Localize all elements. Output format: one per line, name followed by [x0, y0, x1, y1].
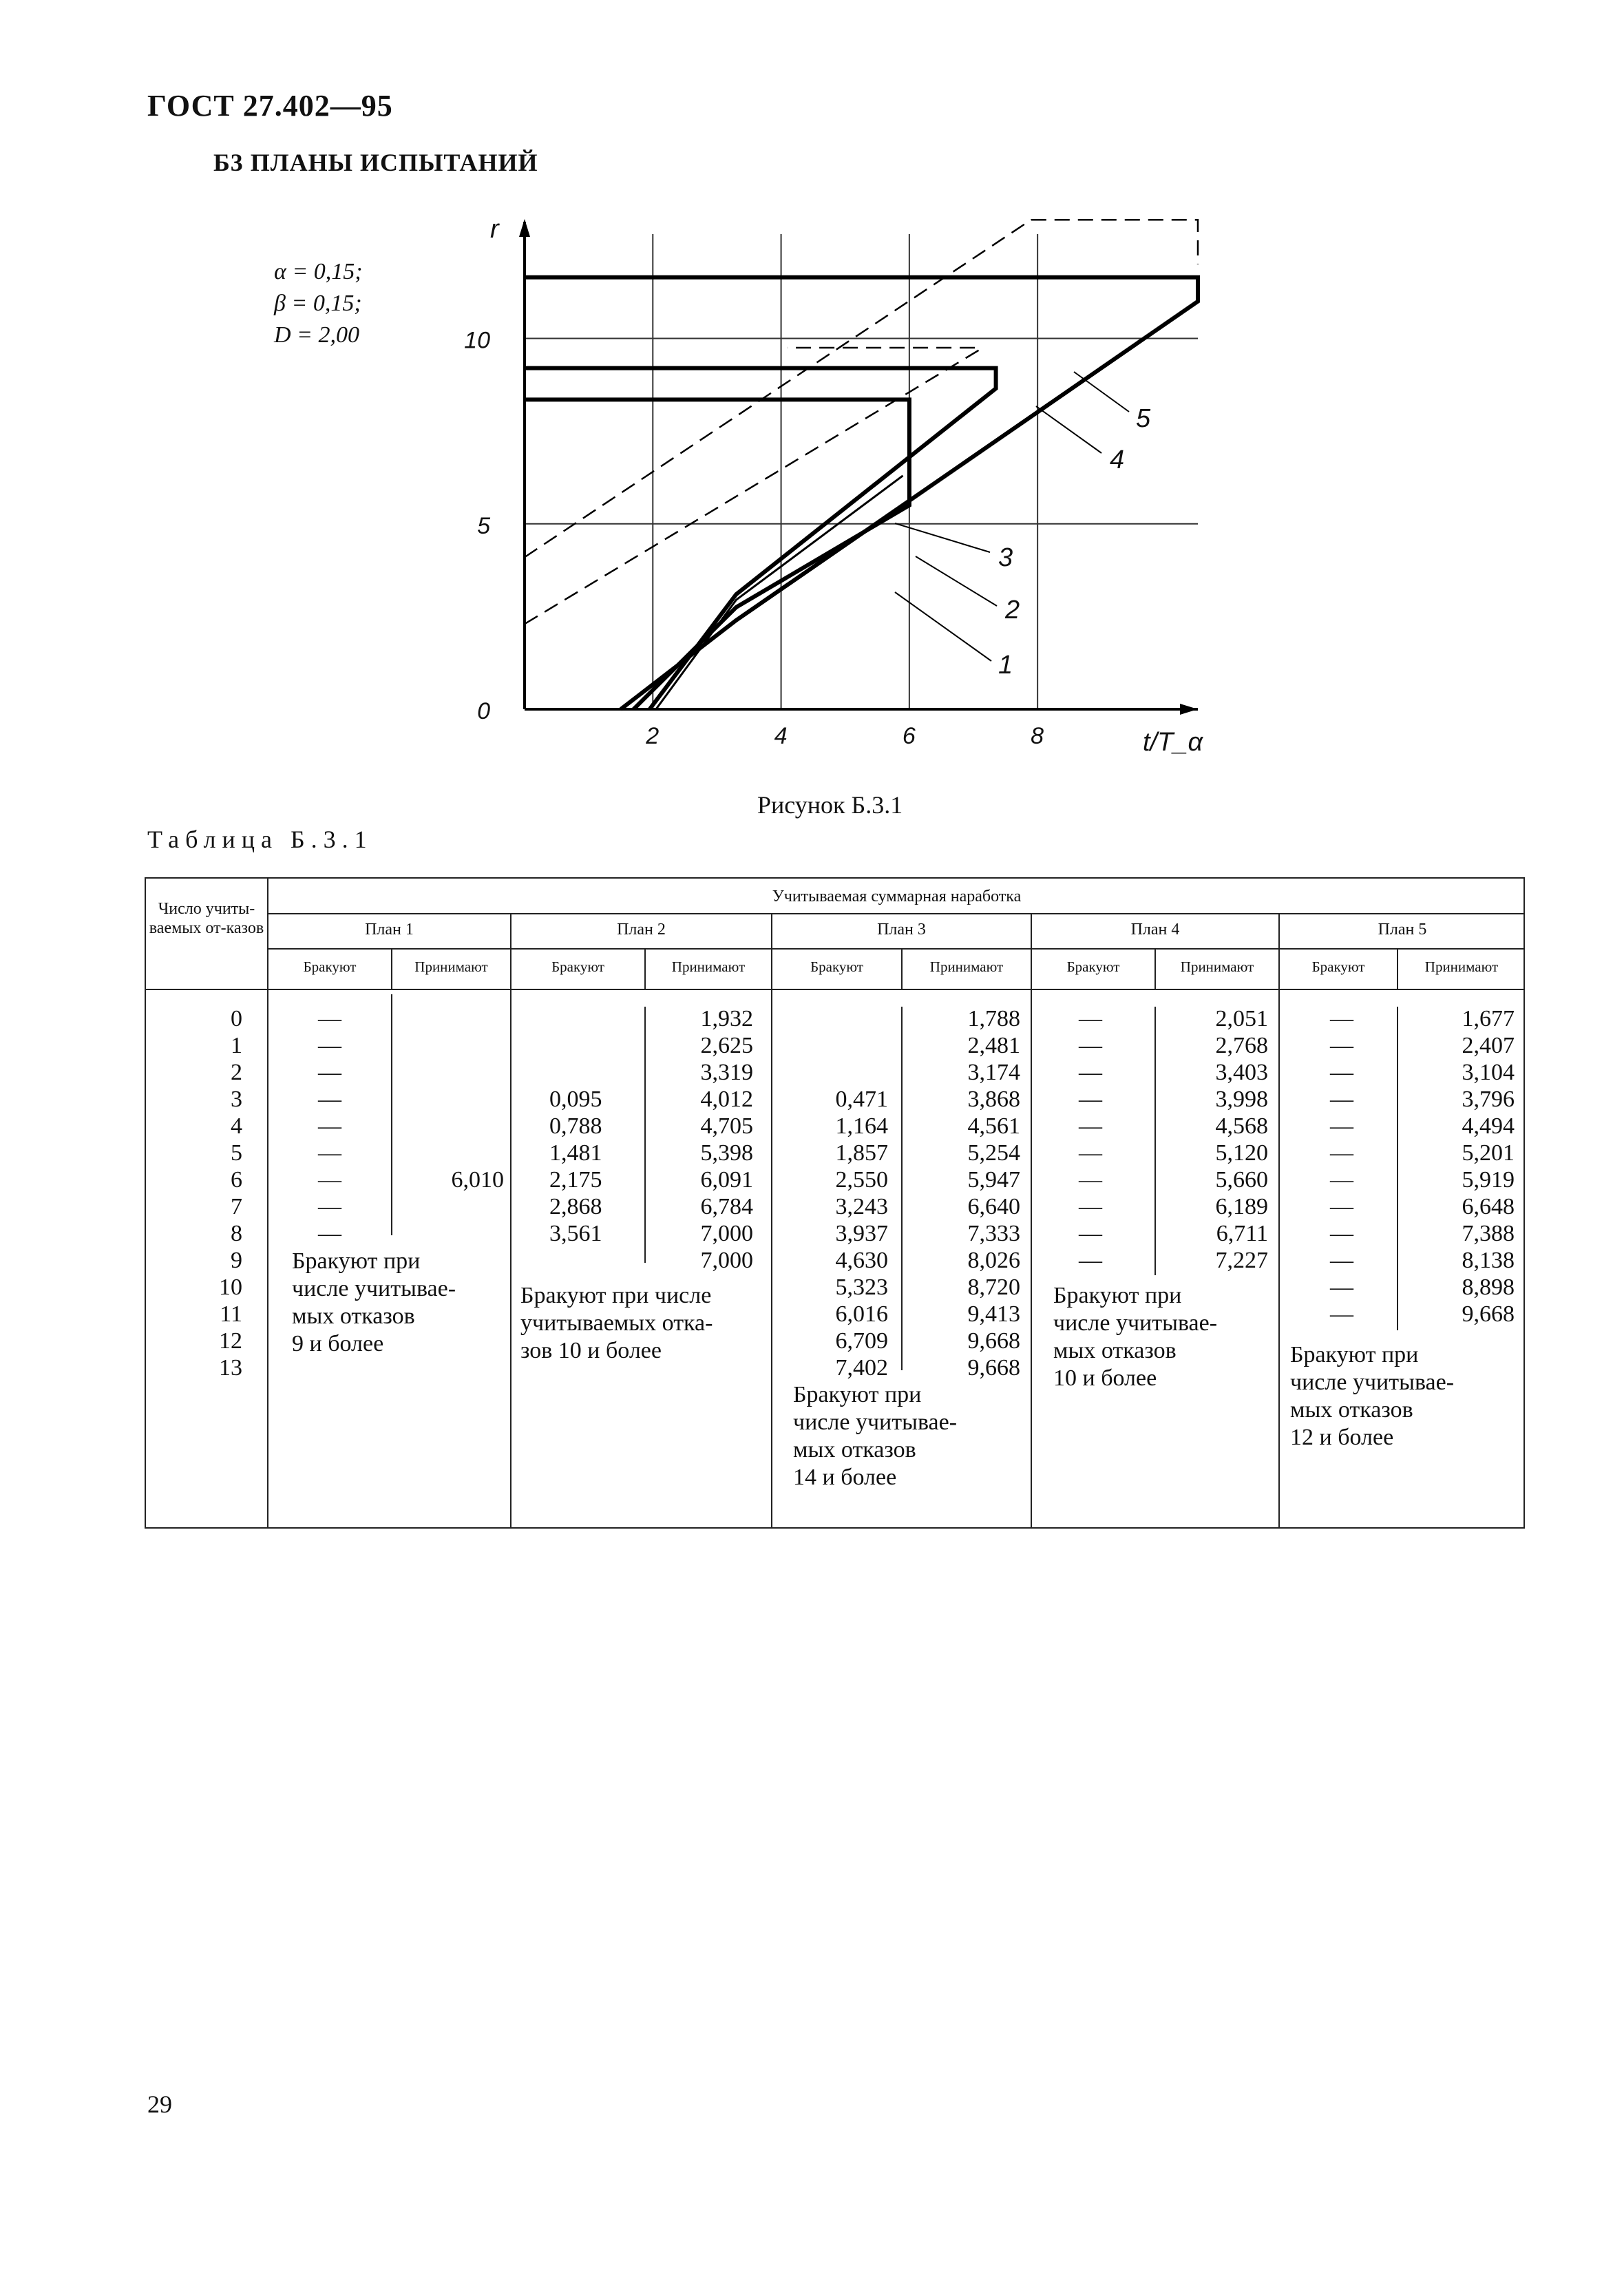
plan1-reject-cell: —	[318, 1087, 341, 1112]
series-line-3	[525, 368, 996, 709]
figure-caption: Рисунок Б.3.1	[757, 791, 903, 819]
plan5-reject-cell: —	[1330, 1167, 1353, 1193]
plan4-reject-header: Бракуют	[1066, 958, 1120, 975]
failures-cell: 3	[231, 1087, 242, 1112]
plan4-accept-cell: 3,403	[1215, 1060, 1268, 1085]
plan5-note: Бракуют при числе учитывае- мых отказов 12 и более	[1290, 1342, 1455, 1450]
plan5-accept-cell: 4,494	[1462, 1113, 1515, 1139]
plan1-reject-cell: —	[318, 1194, 341, 1219]
plan4-reject-cell: —	[1079, 1033, 1102, 1058]
y-tick-label: 10	[464, 327, 490, 354]
plan5-reject-cell: —	[1330, 1113, 1353, 1139]
plan2-accept-cell: 4,012	[700, 1087, 753, 1112]
chart	[0, 0, 1624, 785]
plan3-accept-column	[910, 1005, 1020, 1381]
plan4-accept-cell: 3,998	[1215, 1087, 1268, 1112]
plan5-header: План 5	[1378, 921, 1427, 939]
plan3-accept-cell: 5,947	[967, 1167, 1020, 1193]
param-alpha: α = 0,15;	[274, 259, 363, 284]
plan4-accept-cell: 6,189	[1215, 1194, 1268, 1219]
plan2-reject-cell: 0,095	[549, 1087, 602, 1112]
plan1-reject-cell: —	[318, 1221, 341, 1246]
plan1-header: План 1	[365, 921, 414, 939]
plan3-reject-cell: 0,471	[835, 1087, 888, 1112]
plan2-accept-cell: 2,625	[700, 1033, 753, 1058]
plan2-reject-header: Бракуют	[551, 958, 604, 975]
plan2-reject-cell: 3,561	[549, 1221, 602, 1246]
plan5-accept-column	[1406, 1005, 1515, 1328]
failures-cell: 12	[219, 1328, 242, 1354]
plan4-accept-cell: 2,768	[1215, 1033, 1268, 1058]
plan4-reject-cell: —	[1079, 1060, 1102, 1085]
plan4-reject-cell: —	[1079, 1113, 1102, 1139]
failures-cell: 13	[219, 1355, 242, 1381]
plan2-reject-cell: 2,868	[549, 1194, 602, 1219]
y-tick-label: 0	[477, 698, 490, 724]
plan5-accept-cell: 8,138	[1462, 1248, 1515, 1273]
plan2-accept-cell: 7,000	[700, 1221, 753, 1246]
plan4-reject-cell: —	[1079, 1248, 1102, 1273]
plan4-accept-column	[1165, 1005, 1268, 1274]
plan3-reject-cell: 5,323	[835, 1275, 888, 1300]
document-title: ГОСТ 27.402—95	[147, 89, 393, 123]
plan3-accept-cell: 4,561	[967, 1113, 1020, 1139]
x-tick-label: 4	[774, 723, 788, 749]
plan4-reject-cell: —	[1079, 1006, 1102, 1031]
y-axis-arrow	[519, 219, 530, 237]
failures-column	[146, 1005, 242, 1381]
failures-cell: 8	[231, 1221, 242, 1246]
curve-label: 1	[998, 651, 1013, 680]
plan5-reject-cell: —	[1330, 1033, 1353, 1058]
plan5-reject-cell: —	[1330, 1006, 1353, 1031]
plan1-reject-cell: —	[318, 1167, 341, 1193]
failures-cell: 4	[231, 1113, 242, 1139]
plan4-reject-cell: —	[1079, 1140, 1102, 1166]
plan5-accept-cell: 5,919	[1462, 1167, 1515, 1193]
plan5-accept-cell: 6,648	[1462, 1194, 1515, 1219]
plan2-reject-cell: 2,175	[549, 1167, 602, 1193]
plan3-accept-cell: 6,640	[967, 1194, 1020, 1219]
plan5-accept-cell: 1,677	[1462, 1006, 1515, 1031]
plan5-reject-column	[1330, 1005, 1353, 1328]
plan2-note: Бракуют при числе учитываемых отка- зов 10 и более	[520, 1283, 713, 1363]
plan4-accept-cell: 2,051	[1215, 1006, 1268, 1031]
plan4-accept-cell: 7,227	[1215, 1248, 1268, 1273]
plan4-accept-cell: 5,120	[1215, 1140, 1268, 1166]
col-failures-header: Число учиты-ваемых от-казов	[149, 900, 264, 937]
plan3-reject-cell: 7,402	[835, 1355, 888, 1381]
plan4-accept-cell: 4,568	[1215, 1113, 1268, 1139]
plan3-accept-cell: 3,868	[967, 1087, 1020, 1112]
plan3-accept-cell: 3,174	[967, 1060, 1020, 1085]
plan3-accept-cell: 1,788	[967, 1006, 1020, 1031]
section-title: Б3 ПЛАНЫ ИСПЫТАНИЙ	[213, 149, 538, 176]
plan1-accept-column	[421, 1166, 504, 1193]
plan4-reject-cell: —	[1079, 1087, 1102, 1112]
x-axis-label: t/T_α	[1143, 728, 1203, 757]
plan4-reject-cell: —	[1079, 1167, 1102, 1193]
failures-cell: 2	[231, 1060, 242, 1085]
failures-cell: 6	[231, 1167, 242, 1193]
plan5-accept-cell: 7,388	[1462, 1221, 1515, 1246]
curve-leader-line	[1036, 406, 1101, 453]
plan5-reject-cell: —	[1330, 1248, 1353, 1273]
table-label: Таблица Б.3.1	[147, 826, 373, 853]
plan1-reject-cell: —	[318, 1140, 341, 1166]
plan5-accept-cell: 3,104	[1462, 1060, 1515, 1085]
plan1-reject-column	[318, 1005, 341, 1247]
plan2-header: План 2	[617, 921, 666, 939]
plan1-accept-header: Принимают	[414, 958, 488, 975]
plan3-accept-header: Принимают	[929, 958, 1004, 975]
plan4-reject-cell: —	[1079, 1221, 1102, 1246]
plan4-reject-column	[1079, 1005, 1102, 1274]
plan5-reject-cell: —	[1330, 1194, 1353, 1219]
failures-cell: 0	[231, 1006, 242, 1031]
plan1-reject-cell: —	[318, 1033, 341, 1058]
plan1-reject-cell: —	[318, 1006, 341, 1031]
plan2-accept-cell: 6,784	[700, 1194, 753, 1219]
y-tick-label: 5	[477, 512, 490, 539]
failures-cell: 5	[231, 1140, 242, 1166]
plan3-reject-cell: 2,550	[835, 1167, 888, 1193]
plan2-accept-column	[655, 1005, 753, 1274]
plan5-reject-cell: —	[1330, 1060, 1353, 1085]
curve-leader-line	[1074, 372, 1129, 412]
x-tick-label: 2	[646, 723, 660, 749]
failures-cell: 11	[220, 1301, 242, 1327]
plan3-accept-cell: 5,254	[967, 1140, 1020, 1166]
x-tick-label: 6	[902, 723, 916, 749]
curve-label: 2	[1005, 596, 1020, 625]
plan5-reject-cell: —	[1330, 1140, 1353, 1166]
plan2-accept-cell: 1,932	[700, 1006, 753, 1031]
plan3-accept-cell: 9,413	[967, 1301, 1020, 1327]
plan1-reject-cell: —	[318, 1060, 341, 1085]
plan5-accept-cell: 9,668	[1462, 1301, 1515, 1327]
plan3-accept-cell: 9,668	[967, 1355, 1020, 1381]
y-axis-label: r	[490, 215, 499, 244]
plan5-accept-cell: 2,407	[1462, 1033, 1515, 1058]
curve-label: 3	[998, 543, 1013, 572]
plan2-accept-header: Принимают	[671, 958, 746, 975]
plan2-reject-cell: 1,481	[549, 1140, 602, 1166]
plan2-reject-cell: 0,788	[549, 1113, 602, 1139]
plan3-accept-cell: 8,026	[967, 1248, 1020, 1273]
x-axis-arrow	[1180, 704, 1198, 715]
plan3-reject-cell: 6,709	[835, 1328, 888, 1354]
curve-label: 5	[1136, 404, 1151, 433]
plan3-header: План 3	[877, 921, 926, 939]
plan3-reject-cell: 1,164	[835, 1113, 888, 1139]
plan1-note: Бракуют при числе учитывае- мых отказов 9 и более	[292, 1248, 456, 1356]
plan3-reject-cell: 4,630	[835, 1248, 888, 1273]
x-tick-label: 8	[1031, 723, 1044, 749]
plan4-accept-cell: 5,660	[1215, 1167, 1268, 1193]
curve-leader-line	[916, 556, 997, 606]
plan3-reject-header: Бракуют	[810, 958, 863, 975]
plan5-accept-cell: 8,898	[1462, 1275, 1515, 1300]
plan4-note: Бракуют при числе учитывае- мых отказов 10 и более	[1053, 1283, 1218, 1391]
plan3-reject-cell: 3,937	[835, 1221, 888, 1246]
plan5-accept-cell: 5,201	[1462, 1140, 1515, 1166]
plan1-reject-header: Бракуют	[303, 958, 357, 975]
plan1-reject-cell: —	[318, 1113, 341, 1139]
param-d: D = 2,00	[274, 322, 359, 348]
plan3-accept-cell: 9,668	[967, 1328, 1020, 1354]
plan3-note: Бракуют при числе учитывае- мых отказов 14 и более	[793, 1382, 958, 1490]
data-table	[145, 877, 1525, 1529]
plan5-reject-cell: —	[1330, 1087, 1353, 1112]
failures-cell: 7	[231, 1194, 242, 1219]
plan3-accept-cell: 7,333	[967, 1221, 1020, 1246]
plan5-reject-cell: —	[1330, 1221, 1353, 1246]
plan4-accept-header: Принимают	[1180, 958, 1254, 975]
plan1-accept-value: 6,010	[451, 1167, 504, 1193]
plan2-accept-cell: 7,000	[700, 1248, 753, 1273]
plan5-accept-header: Принимают	[1424, 958, 1499, 975]
plan3-reject-cell: 3,243	[835, 1194, 888, 1219]
series-line-1	[525, 399, 909, 709]
plan5-reject-cell: —	[1330, 1275, 1353, 1300]
failures-cell: 10	[219, 1275, 242, 1300]
plan2-reject-column	[549, 1086, 602, 1247]
plan2-accept-cell: 4,705	[700, 1113, 753, 1139]
plan2-accept-cell: 6,091	[700, 1167, 753, 1193]
plan3-reject-cell: 6,016	[835, 1301, 888, 1327]
span-header: Учитываемая суммарная наработка	[772, 888, 1022, 905]
plan5-reject-cell: —	[1330, 1301, 1353, 1327]
plan2-accept-cell: 5,398	[700, 1140, 753, 1166]
failures-cell: 1	[231, 1033, 242, 1058]
plan3-accept-cell: 8,720	[967, 1275, 1020, 1300]
page-number: 29	[147, 2090, 172, 2118]
plan4-accept-cell: 6,711	[1216, 1221, 1268, 1246]
plan3-reject-column	[778, 1086, 888, 1381]
plan3-reject-cell: 1,857	[835, 1140, 888, 1166]
plan2-accept-cell: 3,319	[700, 1060, 753, 1085]
param-beta: β = 0,15;	[274, 291, 362, 316]
plan5-accept-cell: 3,796	[1462, 1087, 1515, 1112]
plan4-header: План 4	[1130, 921, 1180, 939]
failures-cell: 9	[231, 1248, 242, 1273]
plan4-reject-cell: —	[1079, 1194, 1102, 1219]
plan3-accept-cell: 2,481	[967, 1033, 1020, 1058]
plan5-reject-header: Бракуют	[1311, 958, 1365, 975]
curve-label: 4	[1110, 445, 1125, 474]
